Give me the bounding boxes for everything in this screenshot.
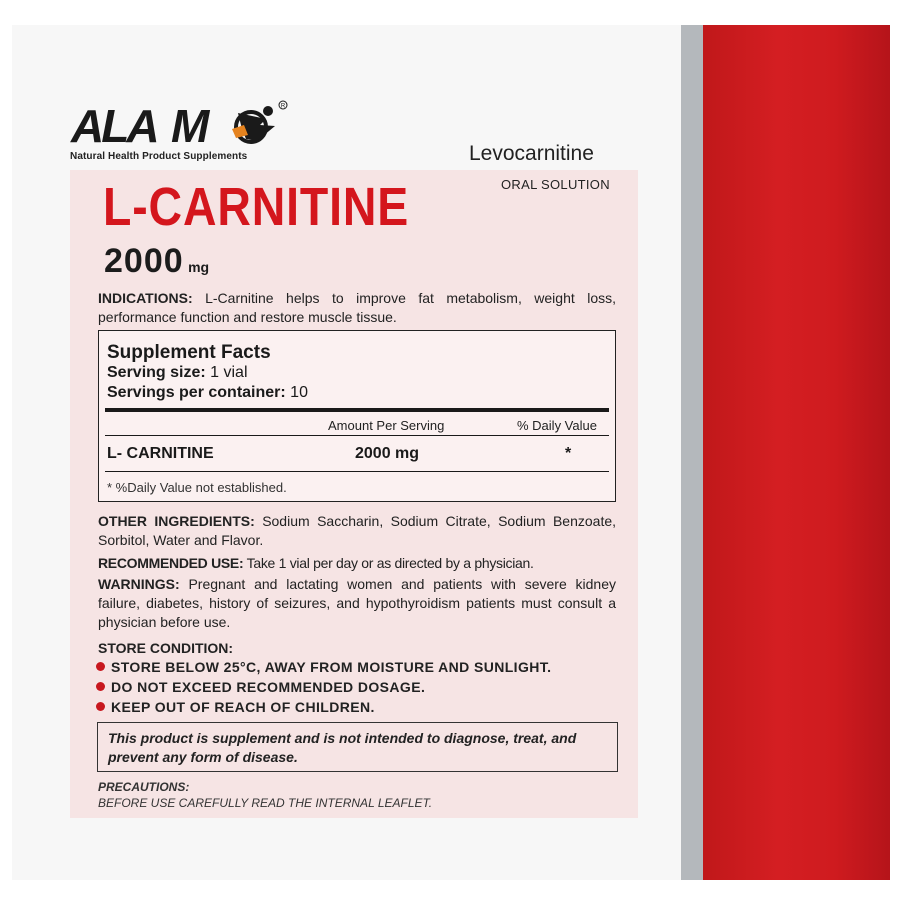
- store-bullet: [96, 679, 425, 695]
- facts-footnote: * %Daily Value not established.: [107, 480, 287, 495]
- svg-text:M: M: [171, 100, 210, 152]
- svg-text:ALA: ALA: [71, 100, 157, 152]
- warnings: [98, 575, 616, 632]
- servings-value: 10: [290, 384, 308, 401]
- disclaimer-box: This product is supplement and is not intended to diagnose, treat, and prevent any form of disease.: [97, 722, 618, 772]
- precautions-text: BEFORE USE CAREFULLY READ THE INTERNAL LEAFLET.: [98, 796, 433, 810]
- brand-tagline: Natural Health Product Supplements: [70, 151, 248, 162]
- indications-label: INDICATIONS:: [98, 290, 193, 306]
- servings-label: Servings per container:: [107, 384, 286, 401]
- facts-thick-divider: [105, 408, 609, 412]
- dose-unit: mg: [188, 259, 210, 275]
- indications-text: L-Carnitine helps to improve fat metabolism, weight loss, performance function and restore muscle tissue.: [98, 290, 617, 325]
- serving-size-label: Serving size:: [107, 364, 206, 381]
- precautions-title: PRECAUTIONS:: [98, 780, 190, 794]
- supplement-facts-heading: Supplement Facts: [107, 342, 271, 363]
- dose: [104, 242, 209, 281]
- recommended-use-text: Take 1 vial per day or as directed by a physician.: [246, 555, 534, 571]
- amount-column-header: Amount Per Serving: [328, 418, 445, 433]
- store-bullet-text: STORE BELOW 25°C, AWAY FROM MOISTURE AND SUNLIGHT.: [111, 659, 552, 675]
- red-bullet-icon: [96, 682, 105, 691]
- red-side-panel: [703, 25, 890, 880]
- store-bullet-text: KEEP OUT OF REACH OF CHILDREN.: [111, 699, 375, 715]
- supplement-facts-panel: [98, 330, 616, 502]
- red-bullet-icon: [96, 702, 105, 711]
- ingredient-name: L- CARNITINE: [107, 445, 214, 462]
- serving-size-value: 1 vial: [210, 364, 248, 381]
- store-bullet: [96, 659, 551, 675]
- gray-side-stripe: [681, 25, 703, 880]
- store-bullet-text: DO NOT EXCEED RECOMMENDED DOSAGE.: [111, 679, 426, 695]
- warnings-text: Pregnant and lactating women and patients with severe kidney failure, diabetes, history of seizures, and hypothyroidism patients must consult a physician before use.: [98, 576, 616, 630]
- svg-text:R: R: [280, 103, 286, 110]
- store-condition-title: STORE CONDITION:: [98, 640, 234, 656]
- daily-value-column-header: % Daily Value: [517, 418, 597, 433]
- recommended-use-label: RECOMMENDED USE:: [98, 555, 244, 571]
- generic-name: Levocarnitine: [469, 142, 594, 165]
- other-ingredients-label: OTHER INGREDIENTS:: [98, 513, 255, 529]
- ingredient-amount: 2000 mg: [355, 445, 420, 462]
- red-bullet-icon: [96, 662, 105, 671]
- other-ingredients: [98, 512, 616, 550]
- dose-number: 2000: [104, 242, 184, 280]
- other-ingredients-text: Sodium Saccharin, Sodium Citrate, Sodium Benzoate, Sorbitol, Water and Flavor.: [98, 513, 617, 548]
- serving-size: [107, 364, 248, 382]
- product-title: L-CARNITINE: [103, 177, 410, 237]
- indications: [98, 289, 616, 327]
- servings-per-container: [107, 384, 308, 402]
- facts-divider: [105, 471, 609, 472]
- product-form: ORAL SOLUTION: [501, 177, 610, 192]
- store-bullet: [96, 699, 375, 715]
- facts-divider: [105, 435, 609, 436]
- warnings-label: WARNINGS:: [98, 576, 180, 592]
- recommended-use: [98, 554, 616, 573]
- ingredient-daily-value: *: [565, 445, 572, 462]
